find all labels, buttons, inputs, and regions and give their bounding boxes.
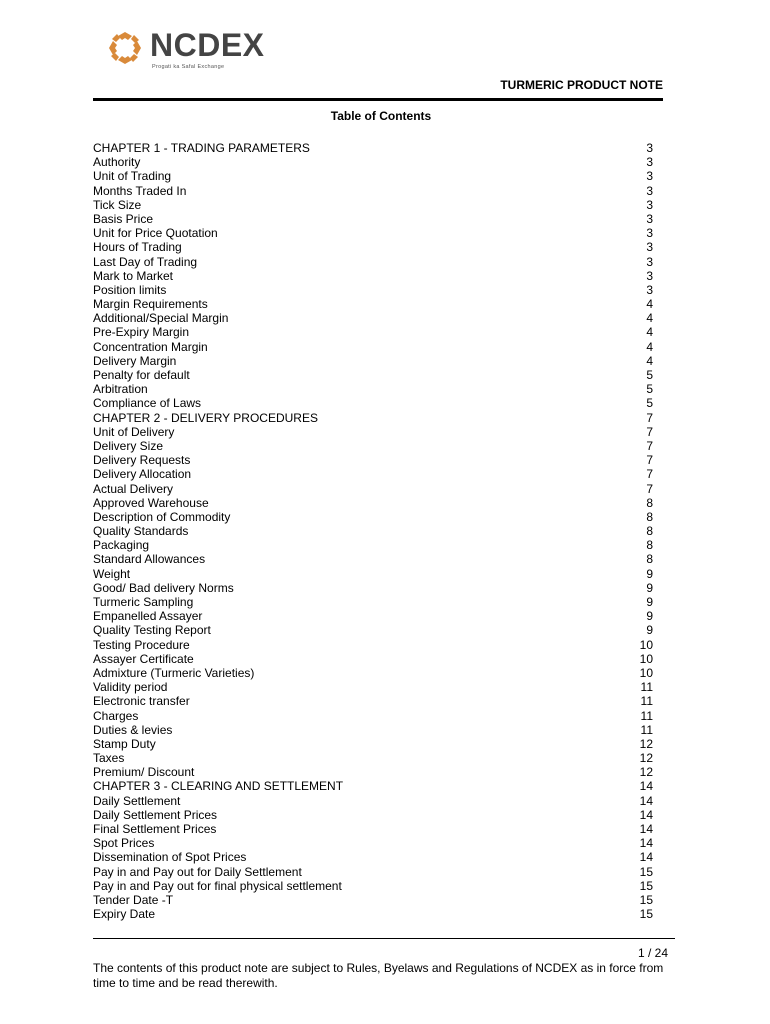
toc-entry-page: 7 bbox=[646, 453, 653, 468]
footer-divider bbox=[93, 938, 675, 939]
toc-entry[interactable] bbox=[93, 765, 653, 779]
toc-entry[interactable] bbox=[93, 382, 653, 396]
toc-entry-page: 7 bbox=[646, 438, 653, 453]
toc-entry-page: 5 bbox=[646, 368, 653, 382]
toc-entry-page: 10 bbox=[639, 651, 653, 666]
toc-entry[interactable] bbox=[93, 354, 653, 368]
toc-entry-page: 4 bbox=[646, 297, 653, 312]
toc-entry[interactable] bbox=[93, 212, 653, 226]
toc-entry-label: Delivery Size bbox=[93, 438, 164, 453]
toc-entry[interactable] bbox=[93, 879, 653, 893]
toc-entry[interactable] bbox=[93, 666, 653, 680]
toc-entry-page: 5 bbox=[646, 382, 653, 397]
toc-entry-page: 7 bbox=[646, 481, 653, 496]
toc-entry[interactable] bbox=[93, 340, 653, 354]
toc-entry-label: Compliance of Laws bbox=[93, 396, 202, 411]
toc-entry-label: Admixture (Turmeric Varieties) bbox=[93, 665, 255, 680]
toc-entry-page: 8 bbox=[646, 524, 653, 539]
toc-entry-page: 3 bbox=[646, 226, 653, 241]
toc-entry-page: 10 bbox=[639, 665, 653, 680]
toc-entry[interactable] bbox=[93, 595, 653, 609]
toc-entry-label: Premium/ Discount bbox=[93, 765, 195, 780]
toc-entry-page: 4 bbox=[646, 311, 653, 326]
toc-entry-label: Months Traded In bbox=[93, 183, 187, 198]
toc-entry-page: 12 bbox=[639, 765, 653, 780]
toc-entry-label: Mark to Market bbox=[93, 268, 174, 283]
toc-entry-page: 3 bbox=[646, 268, 653, 283]
toc-entry[interactable] bbox=[93, 893, 653, 907]
toc-entry-label: CHAPTER 2 - DELIVERY PROCEDURES bbox=[93, 410, 318, 425]
toc-entry[interactable] bbox=[93, 836, 653, 850]
toc-entry-page: 15 bbox=[639, 892, 653, 907]
toc-entry[interactable] bbox=[93, 694, 653, 708]
toc-entry-label: Stamp Duty bbox=[93, 736, 156, 751]
toc-entry-label: Taxes bbox=[93, 751, 125, 766]
toc-entry-label: Daily Settlement Prices bbox=[93, 807, 218, 822]
toc-entry-label: Unit of Trading bbox=[93, 169, 172, 184]
toc-entry[interactable] bbox=[93, 240, 653, 254]
toc-entry-label: Delivery Margin bbox=[93, 353, 177, 368]
toc-entry[interactable] bbox=[93, 538, 653, 552]
toc-entry-label: Approved Warehouse bbox=[93, 495, 209, 510]
logo-wordmark: NCDEX bbox=[150, 27, 265, 63]
toc-heading: Table of Contents bbox=[330, 109, 432, 123]
toc-entry[interactable] bbox=[93, 808, 653, 822]
toc-entry-page: 8 bbox=[646, 509, 653, 524]
toc-entry-label: CHAPTER 3 - CLEARING AND SETTLEMENT bbox=[93, 779, 344, 794]
toc-entry-page: 9 bbox=[646, 609, 653, 624]
toc-entry-page: 3 bbox=[646, 282, 653, 297]
toc-entry[interactable] bbox=[93, 467, 653, 481]
header-divider bbox=[93, 98, 663, 101]
toc-entry-page: 4 bbox=[646, 353, 653, 368]
toc-entry-page: 14 bbox=[639, 807, 653, 822]
toc-entry-label: Description of Commodity bbox=[93, 509, 231, 524]
toc-entry-label: Testing Procedure bbox=[93, 637, 190, 652]
ncdex-logo bbox=[108, 28, 268, 74]
toc-entry-label: CHAPTER 1 - TRADING PARAMETERS bbox=[93, 141, 310, 155]
toc-entry-label: Expiry Date bbox=[93, 907, 156, 922]
toc-entry-page: 8 bbox=[646, 495, 653, 510]
toc-entry[interactable] bbox=[93, 737, 653, 751]
toc-entry[interactable] bbox=[93, 709, 653, 723]
toc-entry[interactable] bbox=[93, 396, 653, 410]
toc-entry-label: Daily Settlement bbox=[93, 793, 181, 808]
toc-entry-page: 14 bbox=[639, 822, 653, 836]
toc-entry[interactable] bbox=[93, 822, 653, 836]
toc-entry-page: 7 bbox=[646, 410, 653, 425]
toc-entry[interactable] bbox=[93, 581, 653, 595]
toc-entry-page: 8 bbox=[646, 538, 653, 553]
footer-note: The contents of this product note are subject to Rules, Byelaws and Regulations of NCDEX as in force from time to time and be read therewith. bbox=[93, 961, 664, 990]
toc-entry[interactable] bbox=[93, 552, 653, 566]
toc-entry[interactable] bbox=[93, 779, 653, 793]
toc-entry-label: Dissemination of Spot Prices bbox=[93, 850, 247, 865]
toc-entry-label: Authority bbox=[93, 155, 141, 170]
toc-entry-label: Quality Testing Report bbox=[93, 623, 211, 638]
toc-entry-page: 12 bbox=[639, 736, 653, 751]
toc-entry-label: Pre-Expiry Margin bbox=[93, 325, 190, 340]
toc-entry-label: Penalty for default bbox=[93, 368, 190, 382]
toc-entry-page: 7 bbox=[646, 467, 653, 482]
toc-entry-page: 11 bbox=[640, 722, 653, 737]
toc-entry-page: 3 bbox=[646, 155, 653, 170]
toc-entry-page: 12 bbox=[639, 751, 653, 766]
toc-entry-page: 3 bbox=[646, 141, 653, 155]
toc-entry-page: 14 bbox=[639, 779, 653, 794]
toc-entry-page: 14 bbox=[639, 793, 653, 808]
toc-entry-label: Empanelled Assayer bbox=[93, 609, 203, 624]
page-number: 1 / 24 bbox=[637, 946, 668, 960]
toc-entry-label: Unit of Delivery bbox=[93, 424, 175, 439]
toc-entry-label: Delivery Allocation bbox=[93, 467, 192, 482]
toc-entry[interactable] bbox=[93, 198, 653, 212]
toc-entry-label: Validity period bbox=[93, 680, 168, 695]
toc-entry[interactable] bbox=[93, 425, 653, 439]
toc-entry-page: 11 bbox=[640, 680, 653, 695]
toc-entry[interactable] bbox=[93, 567, 653, 581]
toc-entry[interactable] bbox=[93, 623, 653, 637]
toc-entry[interactable] bbox=[93, 325, 653, 339]
toc-entry-page: 3 bbox=[646, 254, 653, 269]
table-of-contents bbox=[93, 141, 653, 921]
toc-entry[interactable] bbox=[93, 510, 653, 524]
toc-entry-label: Charges bbox=[93, 708, 139, 723]
toc-entry[interactable] bbox=[93, 184, 653, 198]
logo-tagline: Progati ka Safal Exchange bbox=[152, 64, 225, 70]
toc-entry[interactable] bbox=[93, 297, 653, 311]
toc-entry[interactable] bbox=[93, 609, 653, 623]
toc-entry-label: Concentration Margin bbox=[93, 339, 208, 354]
toc-entry-label: Actual Delivery bbox=[93, 481, 174, 496]
toc-entry-label: Tick Size bbox=[93, 197, 142, 212]
toc-entry-label: Tender Date -T bbox=[93, 892, 174, 907]
toc-entry[interactable] bbox=[93, 850, 653, 864]
toc-entry[interactable] bbox=[93, 439, 653, 453]
toc-entry-page: 14 bbox=[639, 836, 653, 851]
toc-entry-page: 9 bbox=[646, 566, 653, 581]
toc-entry-label: Electronic transfer bbox=[93, 694, 190, 709]
toc-entry[interactable] bbox=[93, 638, 653, 652]
toc-entry-page: 9 bbox=[646, 595, 653, 609]
toc-entry-label: Delivery Requests bbox=[93, 453, 191, 468]
toc-entry-label: Final Settlement Prices bbox=[93, 822, 217, 836]
toc-entry-label: Arbitration bbox=[93, 382, 148, 397]
toc-entry[interactable] bbox=[93, 723, 653, 737]
toc-entry-label: Duties & levies bbox=[93, 722, 173, 737]
toc-entry-page: 9 bbox=[646, 623, 653, 638]
document-title: TURMERIC PRODUCT NOTE bbox=[500, 78, 663, 92]
toc-entry-page: 3 bbox=[646, 240, 653, 255]
toc-entry-label: Additional/Special Margin bbox=[93, 311, 229, 326]
toc-entry-label: Weight bbox=[93, 566, 131, 581]
toc-entry-label: Packaging bbox=[93, 538, 150, 553]
toc-entry-label: Basis Price bbox=[93, 211, 154, 226]
toc-entry[interactable] bbox=[93, 482, 653, 496]
toc-entry[interactable] bbox=[93, 865, 653, 879]
toc-entry[interactable] bbox=[93, 411, 653, 425]
toc-entry[interactable] bbox=[93, 283, 653, 297]
toc-entry[interactable] bbox=[93, 141, 653, 155]
toc-entry-page: 10 bbox=[639, 637, 653, 652]
toc-entry-page: 14 bbox=[639, 850, 653, 865]
toc-entry[interactable] bbox=[93, 226, 653, 240]
toc-entry[interactable] bbox=[93, 368, 653, 382]
toc-entry-page: 8 bbox=[646, 552, 653, 567]
toc-entry[interactable] bbox=[93, 751, 653, 765]
toc-entry[interactable] bbox=[93, 155, 653, 169]
toc-entry[interactable] bbox=[93, 453, 653, 467]
toc-entry-page: 15 bbox=[639, 907, 653, 922]
toc-entry[interactable] bbox=[93, 907, 653, 921]
toc-entry[interactable] bbox=[93, 269, 653, 283]
toc-entry-label: Standard Allowances bbox=[93, 552, 206, 567]
toc-entry[interactable] bbox=[93, 524, 653, 538]
toc-entry-page: 15 bbox=[639, 864, 653, 879]
toc-entry-page: 9 bbox=[646, 580, 653, 595]
toc-entry[interactable] bbox=[93, 169, 653, 183]
toc-entry-page: 3 bbox=[646, 197, 653, 212]
toc-entry-label: Pay in and Pay out for Daily Settlement bbox=[93, 864, 302, 879]
toc-entry-page: 3 bbox=[646, 211, 653, 226]
toc-entry-label: Good/ Bad delivery Norms bbox=[93, 580, 234, 595]
toc-entry-label: Unit for Price Quotation bbox=[93, 226, 218, 241]
toc-entry-page: 11 bbox=[640, 694, 653, 709]
toc-entry[interactable] bbox=[93, 255, 653, 269]
toc-entry-page: 3 bbox=[646, 183, 653, 198]
toc-entry-label: Spot Prices bbox=[93, 836, 155, 851]
toc-entry-label: Hours of Trading bbox=[93, 240, 182, 255]
toc-entry-label: Margin Requirements bbox=[93, 297, 208, 312]
toc-entry[interactable] bbox=[93, 311, 653, 325]
toc-entry-label: Pay in and Pay out for final physical settlement bbox=[93, 878, 342, 893]
toc-entry[interactable] bbox=[93, 652, 653, 666]
toc-entry-label: Quality Standards bbox=[93, 524, 189, 539]
toc-entry-page: 3 bbox=[646, 169, 653, 184]
toc-entry[interactable] bbox=[93, 496, 653, 510]
toc-entry[interactable] bbox=[93, 680, 653, 694]
toc-entry-page: 7 bbox=[646, 424, 653, 439]
toc-entry-page: 15 bbox=[639, 878, 653, 893]
toc-entry-label: Turmeric Sampling bbox=[93, 595, 194, 609]
toc-entry-page: 11 bbox=[640, 708, 653, 723]
toc-entry-page: 4 bbox=[646, 339, 653, 354]
toc-entry-page: 5 bbox=[646, 396, 653, 411]
toc-entry-label: Position limits bbox=[93, 282, 167, 297]
toc-entry-label: Last Day of Trading bbox=[93, 254, 198, 269]
toc-entry-label: Assayer Certificate bbox=[93, 651, 194, 666]
toc-entry[interactable] bbox=[93, 794, 653, 808]
toc-entry-page: 4 bbox=[646, 325, 653, 340]
ncdex-emblem-icon bbox=[108, 31, 142, 65]
